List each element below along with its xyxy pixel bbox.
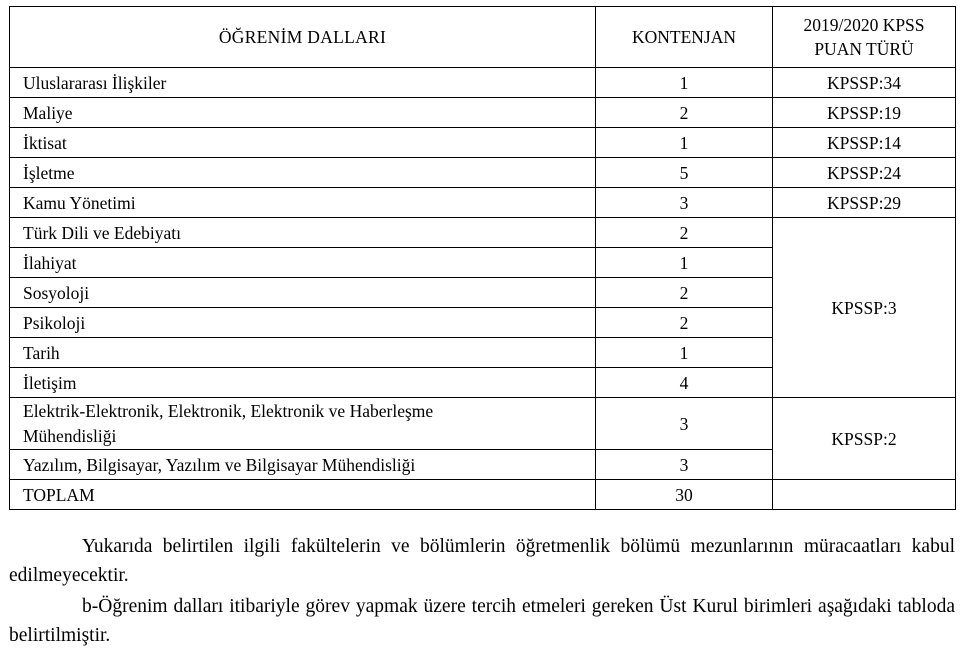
paragraph-unit-preferences (9, 592, 955, 650)
group-score-cell-social: KPSSP:3 (773, 218, 956, 398)
table-header-row (10, 7, 956, 68)
header-field: ÖĞRENİM DALLARI (10, 7, 596, 68)
quota-cell: 2 (596, 218, 773, 248)
quota-cell: 2 (596, 278, 773, 308)
field-cell: İlahiyat (10, 248, 596, 278)
score-cell: KPSSP:24 (773, 158, 956, 188)
group-score-cell-engineering: KPSSP:2 (773, 398, 956, 480)
field-cell: Türk Dili ve Edebiyatı (10, 218, 596, 248)
score-cell: KPSSP:19 (773, 98, 956, 128)
table-row (10, 68, 956, 98)
quota-cell: 5 (596, 158, 773, 188)
field-cell: Maliye (10, 98, 596, 128)
header-score-line2: PUAN TÜRÜ (814, 39, 914, 59)
field-cell (10, 398, 596, 450)
total-label: TOPLAM (10, 480, 596, 510)
score-cell: KPSSP:14 (773, 128, 956, 158)
paragraph-exclusion-note (9, 532, 955, 590)
header-quota: KONTENJAN (596, 7, 773, 68)
field-cell: Sosyoloji (10, 278, 596, 308)
field-cell: İletişim (10, 368, 596, 398)
quota-table (9, 6, 956, 510)
field-cell: Yazılım, Bilgisayar, Yazılım ve Bilgisayar Mühendisliği (10, 450, 596, 480)
quota-cell: 1 (596, 128, 773, 158)
quota-cell: 1 (596, 338, 773, 368)
table-row (10, 98, 956, 128)
header-score (773, 7, 956, 68)
table-row (10, 188, 956, 218)
quota-cell: 1 (596, 248, 773, 278)
field-cell: Psikoloji (10, 308, 596, 338)
quota-cell: 3 (596, 450, 773, 480)
field-cell-line1: Elektrik-Elektronik, Elektronik, Elektronik ve Haberleşme (23, 400, 434, 421)
total-score (773, 480, 956, 510)
table-row (10, 158, 956, 188)
header-score-line1: 2019/2020 KPSS (803, 15, 925, 35)
quota-cell: 1 (596, 68, 773, 98)
total-row (10, 480, 956, 510)
table-row (10, 128, 956, 158)
quota-cell: 2 (596, 308, 773, 338)
quota-cell: 2 (596, 98, 773, 128)
score-cell: KPSSP:34 (773, 68, 956, 98)
field-cell: Tarih (10, 338, 596, 368)
quota-cell: 3 (596, 398, 773, 450)
field-cell: Kamu Yönetimi (10, 188, 596, 218)
field-cell: İşletme (10, 158, 596, 188)
table-row (10, 398, 956, 450)
score-cell: KPSSP:29 (773, 188, 956, 218)
field-cell-line2: Mühendisliği (23, 425, 117, 446)
table-row (10, 218, 956, 248)
quota-cell: 4 (596, 368, 773, 398)
total-quota: 30 (596, 480, 773, 510)
quota-cell: 3 (596, 188, 773, 218)
paragraph-text: b-Öğrenim dalları itibariyle görev yapmak üzere tercih etmeleri gereken Üst Kurul birimleri aşağıdaki tabloda belirtilmiştir. (9, 596, 955, 646)
field-cell: İktisat (10, 128, 596, 158)
paragraph-text: Yukarıda belirtilen ilgili fakültelerin ve bölümlerin öğretmenlik bölümü mezunlarının müracaatları kabul edilmeyecektir. (9, 536, 955, 586)
field-cell: Uluslararası İlişkiler (10, 68, 596, 98)
